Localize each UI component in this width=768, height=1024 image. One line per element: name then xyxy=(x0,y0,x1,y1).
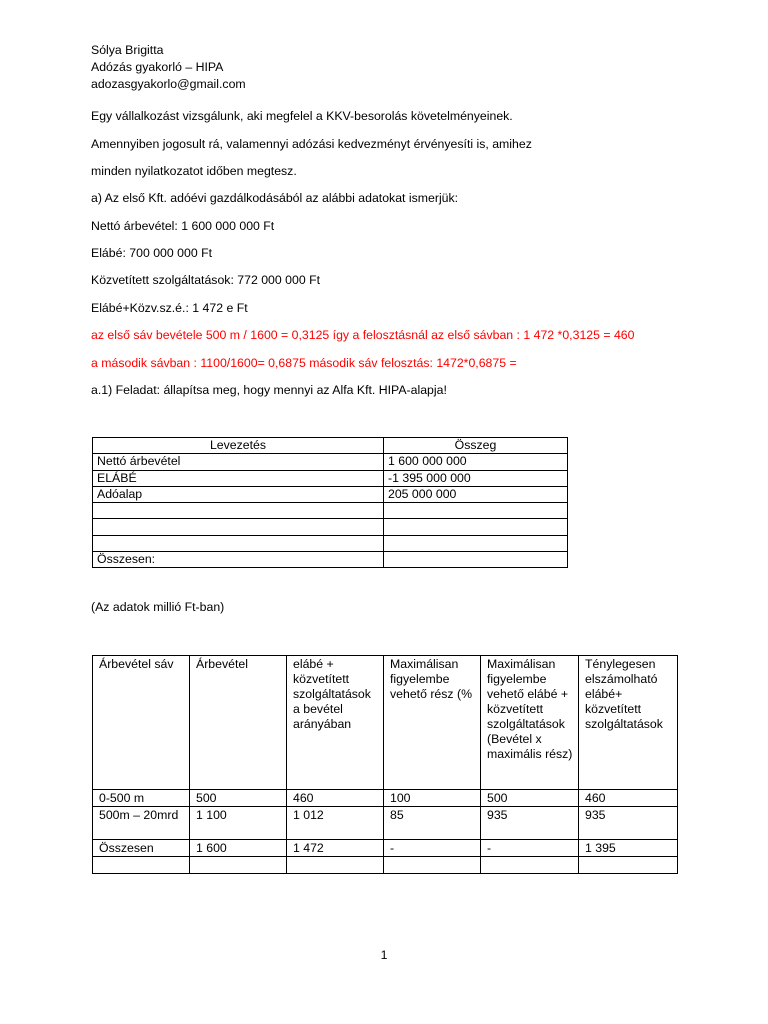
mediated-services-line: Közvetített szolgáltatások: 772 000 000 Ft xyxy=(91,273,320,287)
table-row xyxy=(93,857,678,874)
table-cell: 460 xyxy=(579,790,678,807)
table-cell: 100 xyxy=(384,790,481,807)
column-header: Árbevétel sáv xyxy=(93,656,190,790)
table-cell: 500 xyxy=(481,790,579,807)
table-cell: Adóalap xyxy=(93,486,384,502)
paragraph-eligibility: Amennyiben jogosult rá, valamennyi adózási kedvezményt érvényesíti is, amihez xyxy=(91,137,532,151)
author-name: Sólya Brigitta xyxy=(91,43,164,57)
first-band-calculation: az első sáv bevétele 500 m / 1600 = 0,3125 így a felosztásnál az első sávban : 1 472 *0,3125 = 460 xyxy=(91,328,635,342)
column-header: Levezetés xyxy=(93,438,384,454)
table-cell: 0-500 m xyxy=(93,790,190,807)
net-revenue-line: Nettó árbevétel: 1 600 000 000 Ft xyxy=(91,219,275,233)
task-a1: a.1) Feladat: állapítsa meg, hogy mennyi az Alfa Kft. HIPA-alapja! xyxy=(91,383,447,397)
table-cell xyxy=(190,857,287,874)
table-cell: 1 472 xyxy=(287,840,384,857)
table-cell: -1 395 000 000 xyxy=(384,470,568,486)
column-header: Maximálisan figyelembe vehető elábé + közvetített szolgáltatások (Bevétel x maximális rész) xyxy=(481,656,579,790)
table-cell: ELÁBÉ xyxy=(93,470,384,486)
table-header-row xyxy=(93,656,678,790)
author-email: adozasgyakorlo@gmail.com xyxy=(91,77,246,91)
cogs-line: Elábé: 700 000 000 Ft xyxy=(91,246,213,260)
table-cell: 935 xyxy=(481,807,579,840)
table-cell xyxy=(384,857,481,874)
table-cell xyxy=(93,519,384,535)
table-row xyxy=(93,454,568,470)
table-cell: - xyxy=(384,840,481,857)
table-cell: 205 000 000 xyxy=(384,486,568,502)
table-cell: 500 xyxy=(190,790,287,807)
paragraph-declaration: minden nyilatkozatot időben megtesz. xyxy=(91,164,297,178)
second-band-calculation: a második sávban : 1100/1600= 0,6875 második sáv felosztás: 1472*0,6875 = xyxy=(91,356,517,370)
table-cell: 1 012 xyxy=(287,807,384,840)
derivation-table xyxy=(92,437,568,568)
table-cell: 935 xyxy=(579,807,678,840)
table-row xyxy=(93,790,678,807)
table-row xyxy=(93,807,678,840)
table-header-row xyxy=(93,438,568,454)
table-cell: Összesen: xyxy=(93,552,384,568)
task-a-intro: a) Az első Kft. adóévi gazdálkodásából az alábbi adatokat ismerjük: xyxy=(91,191,459,205)
table-cell: - xyxy=(481,840,579,857)
table-cell: 1 395 xyxy=(579,840,678,857)
table-cell: 1 600 xyxy=(190,840,287,857)
table-cell xyxy=(579,857,678,874)
units-note: (Az adatok millió Ft-ban) xyxy=(91,600,225,614)
column-header: Ténylegesen elszámolható elábé+ közvetített szolgáltatások xyxy=(579,656,678,790)
table-cell xyxy=(481,857,579,874)
table-cell: 85 xyxy=(384,807,481,840)
table-row xyxy=(93,486,568,502)
table-cell xyxy=(384,552,568,568)
table-cell: 500m – 20mrd xyxy=(93,807,190,840)
table-total-row xyxy=(93,552,568,568)
table-cell xyxy=(384,519,568,535)
author-role: Adózás gyakorló – HIPA xyxy=(91,60,224,74)
table-cell xyxy=(287,857,384,874)
column-header: Maximálisan figyelembe vehető rész (% xyxy=(384,656,481,790)
table-cell xyxy=(93,857,190,874)
column-header: Árbevétel xyxy=(190,656,287,790)
table-cell xyxy=(384,535,568,551)
table-row xyxy=(93,470,568,486)
paragraph-intro: Egy vállalkozást vizsgálunk, aki megfelel a KKV-besorolás követelményeinek. xyxy=(91,109,513,123)
table-row xyxy=(93,503,568,519)
table-cell: 460 xyxy=(287,790,384,807)
column-header: Összeg xyxy=(384,438,568,454)
table-row xyxy=(93,535,568,551)
table-cell: 1 600 000 000 xyxy=(384,454,568,470)
table-cell: Nettó árbevétel xyxy=(93,454,384,470)
column-header: elábé + közvetített szolgáltatások a bevétel arányában xyxy=(287,656,384,790)
cogs-plus-services-line: Elábé+Közv.sz.é.: 1 472 e Ft xyxy=(91,301,248,315)
table-total-row xyxy=(93,840,678,857)
page-number: 1 xyxy=(380,948,388,962)
table-row xyxy=(93,519,568,535)
table-cell xyxy=(384,503,568,519)
revenue-band-table xyxy=(92,655,678,874)
table-cell xyxy=(93,503,384,519)
table-cell: Összesen xyxy=(93,840,190,857)
table-cell: 1 100 xyxy=(190,807,287,840)
table-cell xyxy=(93,535,384,551)
